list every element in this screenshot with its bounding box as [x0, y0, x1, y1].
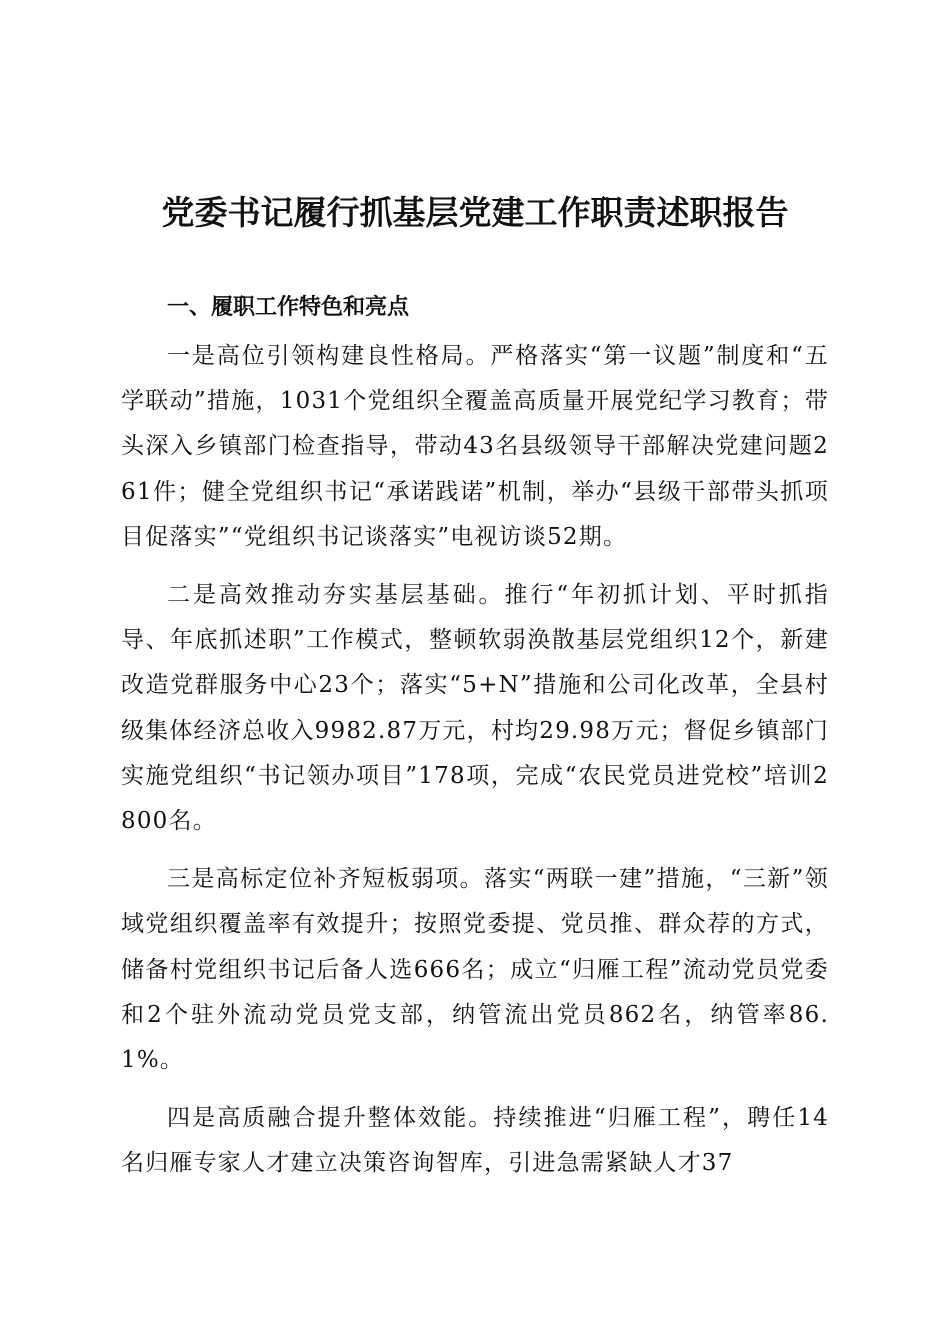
section-heading: 一、履职工作特色和亮点 — [167, 295, 410, 320]
paragraph-1: 一是高位引领构建良性格局。严格落实“第一议题”制度和“五学联动”措施，1031个党组织全覆盖高质量开展党纪学习教育；带头深入乡镇部门检查指导，带动43名县级领导干部解决党建问题261件；健全党组织书记“承诺践诺”机制，举办“县级干部带头抓项目促落实”“党组织书记谈落实”电视访谈52期。 — [121, 343, 829, 550]
document-title: 党委书记履行抓基层党建工作职责述职报告 — [161, 193, 789, 232]
document-body — [121, 282, 829, 1200]
paragraph-3: 三是高标定位补齐短板弱项。落实“两联一建”措施，“三新”领域党组织覆盖率有效提升；按照党委提、党员推、群众荐的方式，储备村党组织书记后备人选666名；成立“归雁工程”流动党员党委和2个驻外流动党员党支部，纳管流出党员862名，纳管率86.1%。 — [121, 866, 829, 1074]
paragraph-2: 二是高效推动夯实基层基础。推行“年初抓计划、平时抓指导、年底抓述职”工作模式，整顿软弱涣散基层党组织12个，新建改造党群服务中心23个；落实“5+N”措施和公司化改革，全县村级集体经济总收入9982.87万元，村均29.98万元；督促乡镇部门实施党组织“书记领办项目”178项，完成“农民党员进党校”培训2800名。 — [121, 582, 829, 835]
paragraph-4: 四是高质融合提升整体效能。持续推进“归雁工程”，聘任14名归雁专家人才建立决策咨询智库，引进急需紧缺人才37 — [121, 1105, 829, 1177]
